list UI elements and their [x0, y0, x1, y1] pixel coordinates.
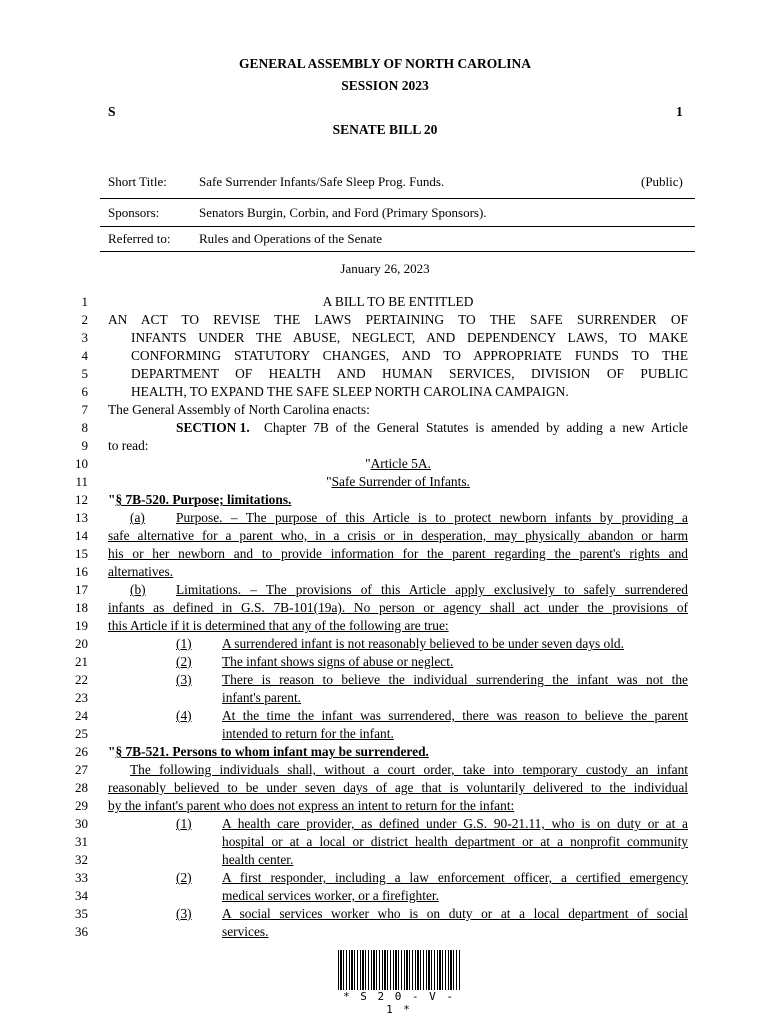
line-number: 36	[75, 924, 88, 939]
item-label: (3)	[176, 672, 192, 687]
line-number: 33	[75, 870, 88, 885]
line-number: 12	[75, 492, 88, 507]
section-label: SECTION 1.	[176, 420, 250, 435]
item-text: A health care provider, as defined under G.S. 90-21.11, who is on duty or at a	[222, 816, 688, 831]
item-text: intended to return for the infant.	[222, 726, 394, 741]
line-number: 19	[75, 618, 88, 633]
body-line: The following individuals shall, without a court order, take into temporary custody an infant	[130, 762, 688, 777]
line-number: 6	[81, 384, 88, 399]
enacting-clause: The General Assembly of North Carolina enacts:	[108, 402, 370, 417]
bill-date: January 26, 2023	[340, 261, 430, 276]
line-number: 14	[75, 528, 88, 543]
body-line: safe alternative for a parent who, in a crisis or in desperation, may physically abandon or harm	[108, 528, 688, 543]
item-label: (3)	[176, 906, 192, 921]
line-number: 27	[75, 762, 88, 777]
chamber-letter: S	[108, 104, 116, 119]
title-line: CONFORMING STATUTORY CHANGES, AND TO APPROPRIATE FUNDS TO THE	[131, 348, 688, 363]
body-line: to read:	[108, 438, 149, 453]
line-number: 21	[75, 654, 88, 669]
sponsors: Senators Burgin, Corbin, and Ford (Primary Sponsors).	[199, 205, 487, 220]
item-text: hospital or at a local or district health department or at a nonprofit community	[222, 834, 688, 849]
line-number: 22	[75, 672, 88, 687]
item-text: infant's parent.	[222, 690, 302, 705]
line-number: 34	[75, 888, 88, 903]
line-number: 23	[75, 690, 88, 705]
article-number: "Article 5A.	[365, 456, 431, 471]
title-line: INFANTS UNDER THE ABUSE, NEGLECT, AND DEPENDENCY LAWS, TO MAKE	[131, 330, 688, 345]
body-line: Limitations. – The provisions of this Article apply exclusively to safely surrendered	[176, 582, 688, 597]
line-number: 8	[81, 420, 88, 435]
title-line: AN ACT TO REVISE THE LAWS PERTAINING TO THE SAFE SURRENDER OF	[108, 312, 688, 327]
subsection-label: (a)	[130, 510, 145, 525]
item-text: At the time the infant was surrendered, there was reason to believe the parent	[222, 708, 688, 723]
line-number: 7	[81, 402, 88, 417]
title-line: HEALTH, TO EXPAND THE SAFE SLEEP NORTH CAROLINA CAMPAIGN.	[131, 384, 569, 399]
line-number: 26	[75, 744, 88, 759]
line-number: 11	[75, 474, 88, 489]
short-title: Safe Surrender Infants/Safe Sleep Prog. Funds.	[199, 174, 445, 189]
item-text: There is reason to believe the individual surrendering the infant was not the	[222, 672, 688, 687]
line-number: 5	[81, 366, 88, 381]
version-number: 1	[676, 104, 683, 119]
item-text: services.	[222, 924, 269, 939]
bill-heading: A BILL TO BE ENTITLED	[322, 294, 474, 309]
divider	[100, 251, 695, 252]
subsection-label: (b)	[130, 582, 146, 597]
line-number: 3	[81, 330, 88, 345]
session-heading: SESSION 2023	[341, 78, 429, 93]
barcode-icon	[338, 950, 460, 990]
assembly-heading: GENERAL ASSEMBLY OF NORTH CAROLINA	[238, 56, 532, 71]
body-line: alternatives.	[108, 564, 174, 579]
body-line: infants as defined in G.S. 7B-101(19a). No person or agency shall act under the provisions of	[108, 600, 688, 615]
line-number: 10	[75, 456, 88, 471]
line-number: 31	[75, 834, 88, 849]
divider	[100, 198, 695, 199]
line-number: 15	[75, 546, 88, 561]
section-heading: "§ 7B-520. Purpose; limitations.	[108, 492, 292, 507]
title-line: DEPARTMENT OF HEALTH AND HUMAN SERVICES, DIVISION OF PUBLIC	[131, 366, 688, 381]
section-heading: "§ 7B-521. Persons to whom infant may be surrendered.	[108, 744, 429, 759]
line-number: 24	[75, 708, 88, 723]
barcode-text: * S 2 0 - V - 1 *	[342, 990, 456, 1016]
line-number: 29	[75, 798, 88, 813]
sponsors-label: Sponsors:	[108, 205, 160, 220]
line-number: 25	[75, 726, 88, 741]
short-title-label: Short Title:	[108, 174, 167, 189]
bill-title: SENATE BILL 20	[332, 122, 438, 137]
body-line: Purpose. – The purpose of this Article is to protect newborn infants by providing a	[176, 510, 688, 525]
divider	[100, 226, 695, 227]
item-label: (4)	[176, 708, 192, 723]
line-number: 13	[75, 510, 88, 525]
item-label: (1)	[176, 816, 192, 831]
line-number: 17	[75, 582, 88, 597]
item-text: A surrendered infant is not reasonably believed to be under seven days old.	[222, 636, 624, 651]
section-text: Chapter 7B of the General Statutes is amended by adding a new Article	[264, 420, 688, 435]
line-number: 16	[75, 564, 88, 579]
line-number: 1	[81, 294, 88, 309]
line-number: 2	[81, 312, 88, 327]
body-line: his or her newborn and to provide information for the parent regarding the parent's rights and	[108, 546, 688, 561]
body-line: this Article if it is determined that any of the following are true:	[108, 618, 449, 633]
item-label: (2)	[176, 654, 192, 669]
line-number: 4	[81, 348, 88, 363]
referred-label: Referred to:	[108, 231, 171, 246]
line-number: 35	[75, 906, 88, 921]
item-text: medical services worker, or a firefighter.	[222, 888, 439, 903]
line-number: 28	[75, 780, 88, 795]
line-number: 20	[75, 636, 88, 651]
public-tag: (Public)	[641, 174, 683, 189]
body-line: reasonably believed to be under seven days of age that is voluntarily delivered to the individual	[108, 780, 688, 795]
line-number: 18	[75, 600, 88, 615]
item-text: A first responder, including a law enforcement officer, a certified emergency	[222, 870, 688, 885]
body-line: by the infant's parent who does not express an intent to return for the infant:	[108, 798, 515, 813]
referred-to: Rules and Operations of the Senate	[199, 231, 383, 246]
line-number: 30	[75, 816, 88, 831]
line-number: 32	[75, 852, 88, 867]
item-text: The infant shows signs of abuse or neglect.	[222, 654, 454, 669]
line-number: 9	[81, 438, 88, 453]
item-label: (1)	[176, 636, 192, 651]
article-title: "Safe Surrender of Infants.	[326, 474, 470, 489]
item-text: A social services worker who is on duty or at a local department of social	[222, 906, 688, 921]
item-text: health center.	[222, 852, 294, 867]
item-label: (2)	[176, 870, 192, 885]
